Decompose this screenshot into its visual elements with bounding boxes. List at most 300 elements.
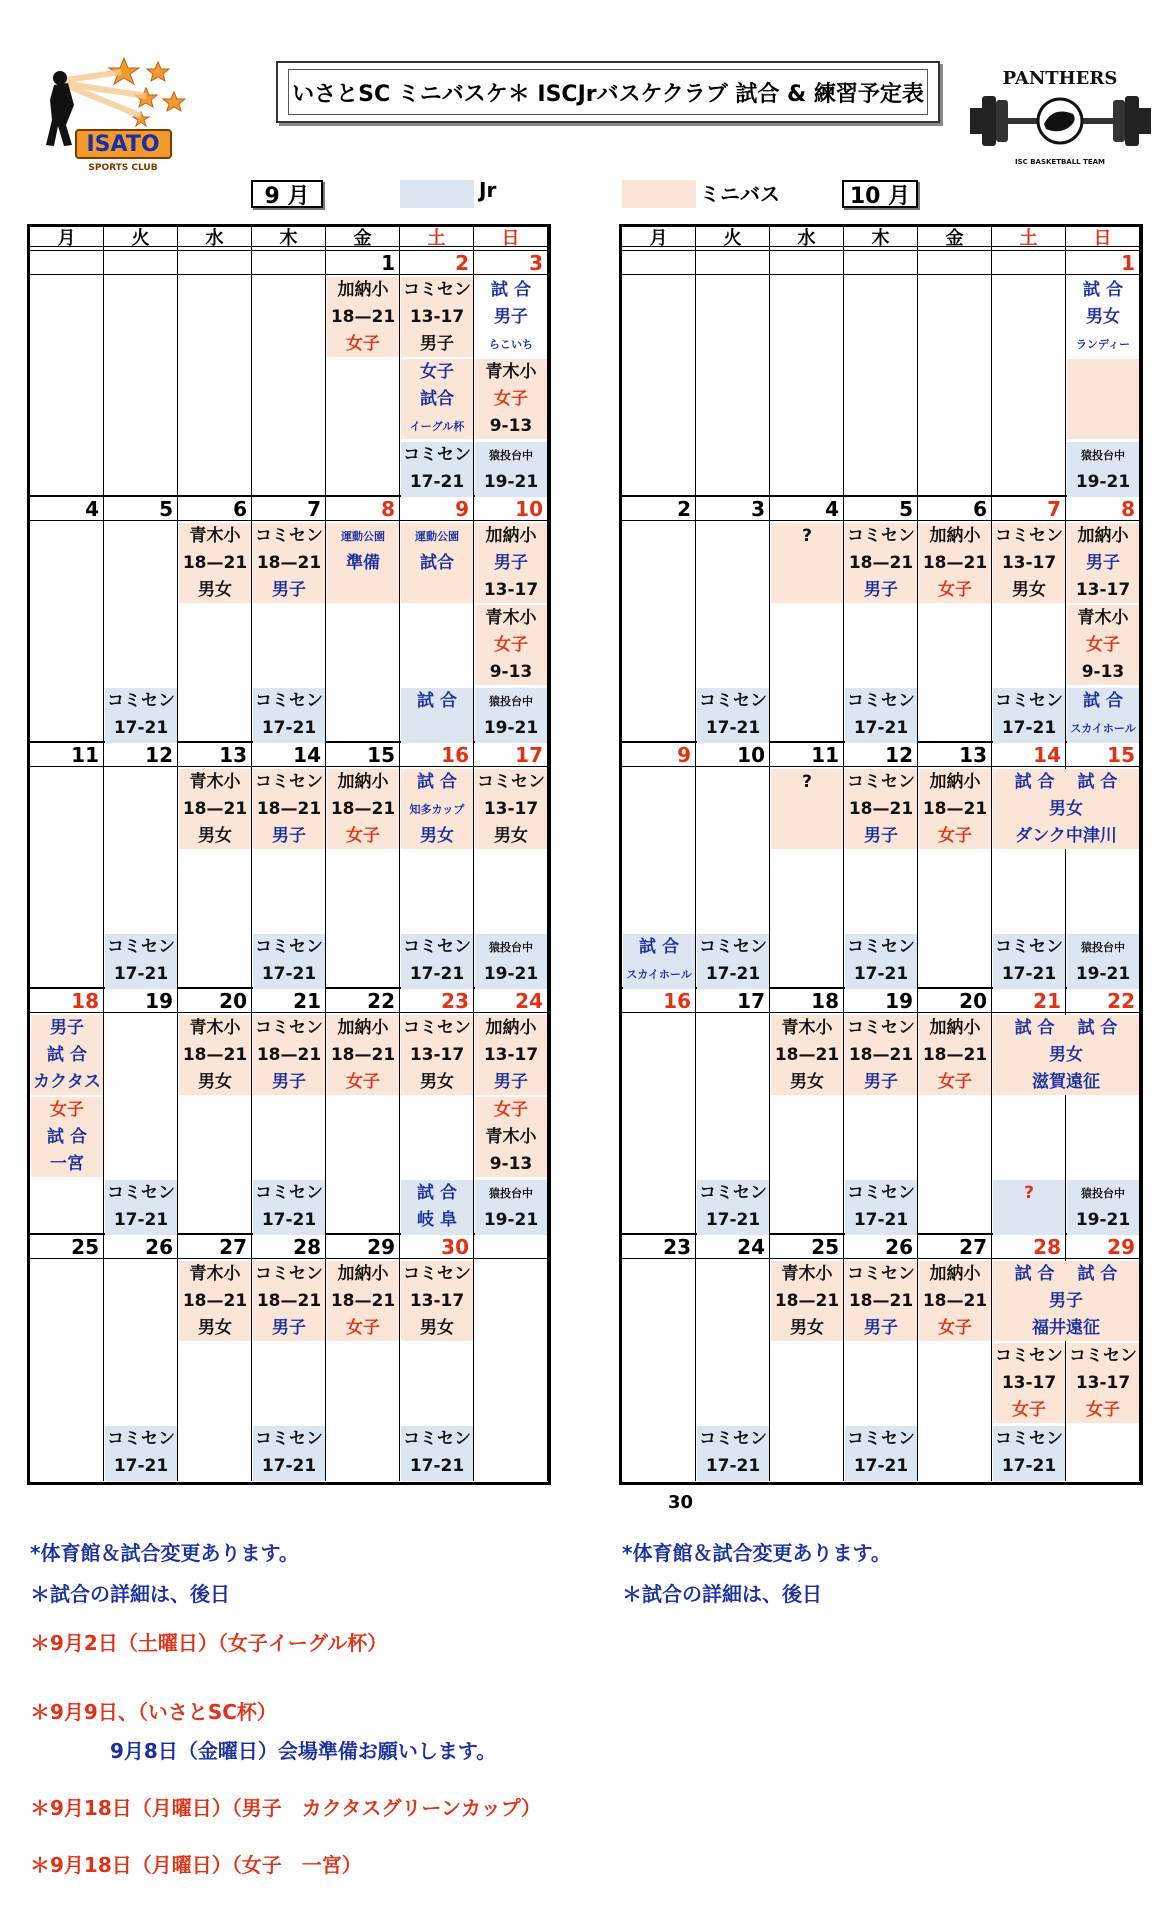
schedule-entry <box>919 1015 991 1095</box>
entry-line: スカイホール <box>626 968 692 981</box>
panthers-logo <box>968 66 1153 170</box>
entry-line: 19-21 <box>1075 1210 1131 1230</box>
entry-line: ? <box>802 526 812 546</box>
entry-line: 17-21 <box>853 964 909 984</box>
entry-line: 青木小 <box>189 1018 241 1038</box>
schedule-entry <box>401 1426 473 1481</box>
entry-line: 青木小 <box>189 1264 241 1284</box>
schedule-entry <box>919 769 991 849</box>
legend-minibasu-label: ミニバス <box>700 182 780 206</box>
date-cell: 9 <box>400 497 474 521</box>
date-cell: 14 <box>992 743 1066 767</box>
entry-line: 女子 <box>346 1072 380 1092</box>
entry-line: 男子 <box>1049 1291 1083 1311</box>
schedule-entry <box>401 1180 473 1235</box>
entry-line: 青木小 <box>485 362 537 382</box>
entry-line: 男子 <box>420 334 454 354</box>
legend-jr-swatch <box>400 180 474 208</box>
schedule-entry <box>475 1180 547 1235</box>
entry-line: 青木小 <box>189 526 241 546</box>
weekday-header: 日 <box>474 227 548 247</box>
page-title: いさとSC ミニバスケ＊ ISCJrバスケクラブ 試合 & 練習予定表 <box>288 69 928 115</box>
entry-line: 13-17 <box>409 1045 465 1065</box>
date-cell: 23 <box>622 1235 696 1259</box>
schedule-entry <box>845 1426 917 1481</box>
entry-line: 19-21 <box>1075 964 1131 984</box>
entry-line: コミセン <box>847 526 915 546</box>
date-cell: 17 <box>474 743 548 767</box>
schedule-entry <box>697 688 769 743</box>
date-cell: 30 <box>400 1235 474 1259</box>
date-cell: 10 <box>474 497 548 521</box>
entry-line: 19-21 <box>483 1210 539 1230</box>
schedule-entry <box>401 688 473 743</box>
title-frame <box>276 61 940 123</box>
date-cell: 20 <box>918 989 992 1013</box>
date-cell: 25 <box>770 1235 844 1259</box>
date-cell: 13 <box>178 743 252 767</box>
entry-line: コミセン <box>255 937 323 957</box>
date-cell: 21 <box>252 989 326 1013</box>
date-cell: 23 <box>400 989 474 1013</box>
note-line: *体育館＆試合変更あります。 <box>622 1541 891 1565</box>
weekday-header: 木 <box>844 227 918 247</box>
date-cell: 12 <box>844 743 918 767</box>
entry-line: 男女 <box>420 1318 454 1338</box>
entry-line: 男女 <box>198 1318 232 1338</box>
entry-line: コミセン <box>107 1183 175 1203</box>
svg-text:SPORTS CLUB: SPORTS CLUB <box>88 163 158 173</box>
schedule-entry <box>475 605 547 685</box>
schedule-entry <box>1067 277 1139 357</box>
entry-line: コミセン <box>255 772 323 792</box>
date-cell: 8 <box>326 497 400 521</box>
schedule-entry <box>475 442 547 497</box>
schedule-entry <box>845 769 917 849</box>
entry-line: 男女 <box>420 826 454 846</box>
date-cell <box>178 251 252 275</box>
entry-line: 17-21 <box>705 1210 761 1230</box>
entry-line: 男子 <box>494 553 528 573</box>
schedule-entry <box>771 1261 843 1341</box>
entry-line: 試 合 <box>639 937 679 957</box>
date-cell <box>104 251 178 275</box>
date-cell: 11 <box>770 743 844 767</box>
entry-line: 女子 <box>346 334 380 354</box>
entry-line: 女子 <box>50 1100 84 1120</box>
date-cell <box>252 251 326 275</box>
entry-line: コミセン <box>699 1183 767 1203</box>
entry-line: 女子 <box>1012 1400 1046 1420</box>
entry-line: コミセン <box>995 691 1063 711</box>
entry-line: 加納小 <box>929 526 981 546</box>
entry-line: 試 合 <box>47 1045 87 1065</box>
isato-sports-club-logo <box>46 50 206 175</box>
schedule-entry <box>1067 605 1139 685</box>
date-cell: 5 <box>104 497 178 521</box>
entry-line: 17-21 <box>409 1456 465 1476</box>
date-cell: 10 <box>696 743 770 767</box>
date-cell <box>844 251 918 275</box>
schedule-entry <box>475 1015 547 1095</box>
entry-line: 猿投台中 <box>1081 1187 1125 1200</box>
entry-line: 青木小 <box>485 1127 537 1147</box>
schedule-entry <box>697 1180 769 1235</box>
date-cell: 29 <box>1066 1235 1140 1259</box>
day-body <box>30 521 104 743</box>
entry-line: 男子 <box>50 1018 84 1038</box>
schedule-entry <box>845 1180 917 1235</box>
schedule-entry <box>253 769 325 849</box>
weekday-header: 土 <box>992 227 1066 247</box>
entry-line: 女子 <box>938 826 972 846</box>
entry-line: 運動公園 <box>341 530 385 543</box>
entry-line: 17-21 <box>261 1456 317 1476</box>
entry-line: コミセン <box>995 1346 1063 1366</box>
entry-line: 18—21 <box>182 1045 248 1065</box>
date-cell: 11 <box>30 743 104 767</box>
entry-line: 加納小 <box>337 1264 389 1284</box>
entry-line: 17-21 <box>705 1456 761 1476</box>
entry-line: コミセン <box>847 1018 915 1038</box>
entry-line: コミセン <box>403 1429 471 1449</box>
entry-line: 18—21 <box>330 799 396 819</box>
schedule-entry <box>993 769 1139 849</box>
entry-line: ? <box>802 772 812 792</box>
date-cell: 28 <box>252 1235 326 1259</box>
date-cell: 4 <box>30 497 104 521</box>
note-line: ＊9月18日（月曜日）（女子 一宮） <box>30 1853 362 1877</box>
day-body <box>30 767 104 989</box>
schedule-entry <box>771 769 843 849</box>
schedule-entry <box>105 688 177 743</box>
entry-line: 18—21 <box>848 553 914 573</box>
schedule-entry <box>179 1015 251 1095</box>
entry-line: 18—21 <box>256 799 322 819</box>
entry-line: 試 合 <box>417 691 457 711</box>
schedule-entry <box>1067 359 1139 439</box>
schedule-entry <box>1067 1343 1139 1423</box>
entry-line: 男女 <box>1049 799 1083 819</box>
entry-line: 18—21 <box>774 1291 840 1311</box>
entry-line: 青木小 <box>485 608 537 628</box>
date-cell: 5 <box>844 497 918 521</box>
date-cell: 26 <box>104 1235 178 1259</box>
date-cell: 25 <box>30 1235 104 1259</box>
day-body <box>622 275 696 497</box>
entry-line: 試 合 <box>491 280 531 300</box>
entry-line: コミセン <box>403 1264 471 1284</box>
entry-line: 滋賀遠征 <box>1032 1072 1100 1092</box>
entry-line: 女子 <box>1086 635 1120 655</box>
entry-line: コミセン <box>107 691 175 711</box>
schedule-entry <box>697 1426 769 1481</box>
entry-line: 試 合 試 合 <box>1014 1264 1118 1284</box>
entry-line: 18—21 <box>182 1291 248 1311</box>
entry-line: 猿投台中 <box>489 941 533 954</box>
day-body <box>770 275 844 497</box>
date-cell <box>696 251 770 275</box>
legend-jr-label: Jr <box>479 178 497 202</box>
entry-line: 猿投台中 <box>489 1187 533 1200</box>
entry-line: 岐 阜 <box>417 1210 457 1230</box>
entry-line: 女子 <box>420 362 454 382</box>
entry-line: コミセン <box>255 1183 323 1203</box>
entry-line: コミセン <box>477 772 545 792</box>
schedule-entry <box>105 1426 177 1481</box>
date-cell: 24 <box>474 989 548 1013</box>
schedule-entry <box>993 1180 1065 1235</box>
entry-line: 試合 <box>420 389 454 409</box>
september-calendar <box>27 224 551 1485</box>
weekday-header: 火 <box>104 227 178 247</box>
entry-line: 13-17 <box>1001 1373 1057 1393</box>
date-cell: 24 <box>696 1235 770 1259</box>
entry-line: ランディー <box>1075 338 1131 351</box>
schedule-entry <box>401 769 473 849</box>
schedule-entry <box>845 934 917 989</box>
schedule-entry <box>253 1426 325 1481</box>
entry-line: 17-21 <box>261 1210 317 1230</box>
entry-line: 猿投台中 <box>489 695 533 708</box>
entry-line: 女子 <box>346 1318 380 1338</box>
entry-line: 19-21 <box>483 964 539 984</box>
weekday-header: 水 <box>770 227 844 247</box>
entry-line: 13-17 <box>483 1045 539 1065</box>
weekday-header: 日 <box>1066 227 1140 247</box>
schedule-entry <box>771 1015 843 1095</box>
entry-line: 加納小 <box>337 1018 389 1038</box>
schedule-entry <box>697 934 769 989</box>
entry-line: 13-17 <box>409 307 465 327</box>
entry-line: 17-21 <box>261 718 317 738</box>
entry-line: 男子 <box>272 1318 306 1338</box>
note-line: 9月8日（金曜日）会場準備お願いします。 <box>110 1739 497 1763</box>
schedule-entry <box>845 1015 917 1095</box>
date-cell: 13 <box>918 743 992 767</box>
date-cell: 18 <box>770 989 844 1013</box>
entry-line: 18—21 <box>848 1291 914 1311</box>
schedule-entry <box>327 277 399 357</box>
entry-line: 女子 <box>1086 1400 1120 1420</box>
entry-line: 17-21 <box>1001 964 1057 984</box>
schedule-entry <box>327 523 399 603</box>
weekday-header: 月 <box>30 227 104 247</box>
date-cell: 15 <box>1066 743 1140 767</box>
entry-line: 試 合 <box>1083 691 1123 711</box>
date-cell: 16 <box>622 989 696 1013</box>
entry-line: 男女 <box>198 826 232 846</box>
entry-line: 加納小 <box>929 1018 981 1038</box>
day-body <box>474 1259 548 1481</box>
schedule-entry <box>1067 1180 1139 1235</box>
entry-line: 女子 <box>346 826 380 846</box>
schedule-entry <box>993 523 1065 603</box>
entry-line: 試 合 <box>417 772 457 792</box>
schedule-entry <box>1067 934 1139 989</box>
entry-line: 13-17 <box>483 799 539 819</box>
schedule-entry <box>475 934 547 989</box>
entry-line: 18—21 <box>330 1291 396 1311</box>
entry-line: 17-21 <box>1001 1456 1057 1476</box>
entry-line: 男子 <box>864 1072 898 1092</box>
day-body <box>30 1259 104 1481</box>
entry-line: 17-21 <box>113 1456 169 1476</box>
schedule-entry <box>993 1426 1065 1481</box>
entry-line: コミセン <box>403 1018 471 1038</box>
entry-line: コミセン <box>699 937 767 957</box>
notes-september <box>30 1537 590 1888</box>
entry-line: 女子 <box>938 1318 972 1338</box>
entry-line: 男子 <box>272 580 306 600</box>
entry-line: 18—21 <box>256 1045 322 1065</box>
day-body <box>622 521 696 743</box>
entry-line: ? <box>1024 1183 1034 1203</box>
entry-line: 男子 <box>1086 553 1120 573</box>
entry-line: 男子 <box>864 1318 898 1338</box>
schedule-entry <box>845 1261 917 1341</box>
date-cell: 6 <box>178 497 252 521</box>
entry-line: コミセン <box>847 1183 915 1203</box>
schedule-entry <box>253 1261 325 1341</box>
entry-line: 18—21 <box>922 799 988 819</box>
entry-line: 18—21 <box>256 1291 322 1311</box>
date-cell: 14 <box>252 743 326 767</box>
entry-line: コミセン <box>107 1429 175 1449</box>
schedule-entry <box>623 934 695 989</box>
schedule-entry <box>105 1180 177 1235</box>
entry-line: 試 合 <box>47 1127 87 1147</box>
entry-line: コミセン <box>255 526 323 546</box>
date-cell <box>622 251 696 275</box>
entry-line: 17-21 <box>113 718 169 738</box>
entry-line: 17-21 <box>113 1210 169 1230</box>
date-cell: 3 <box>474 251 548 275</box>
october-calendar <box>619 224 1143 1485</box>
entry-line: 準備 <box>346 553 380 573</box>
day-body <box>844 275 918 497</box>
schedule-entry <box>993 1261 1139 1341</box>
entry-line: 18—21 <box>182 553 248 573</box>
schedule-entry <box>327 769 399 849</box>
schedule-entry <box>1067 442 1139 497</box>
entry-line: 加納小 <box>337 772 389 792</box>
notes-october <box>622 1537 1142 1617</box>
schedule-entry <box>253 523 325 603</box>
schedule-entry <box>31 1097 103 1177</box>
day-body <box>696 275 770 497</box>
schedule-entry <box>993 688 1065 743</box>
schedule-entry <box>253 1015 325 1095</box>
schedule-entry <box>919 523 991 603</box>
schedule-entry <box>253 1180 325 1235</box>
month-label-september: 9 月 <box>251 180 323 208</box>
day-body <box>622 1013 696 1235</box>
date-cell <box>770 251 844 275</box>
entry-line: 男子 <box>494 307 528 327</box>
entry-line: 男子 <box>272 826 306 846</box>
entry-line: 加納小 <box>1077 526 1129 546</box>
schedule-entry <box>401 934 473 989</box>
entry-line: 18—21 <box>774 1045 840 1065</box>
entry-line: 18—21 <box>330 307 396 327</box>
schedule-entry <box>401 523 473 603</box>
entry-line: 17-21 <box>705 718 761 738</box>
entry-line: 加納小 <box>485 526 537 546</box>
date-cell: 27 <box>178 1235 252 1259</box>
entry-line: 18—21 <box>182 799 248 819</box>
schedule-entry <box>401 1261 473 1341</box>
entry-line: 運動公園 <box>415 530 459 543</box>
entry-line: 猿投台中 <box>1081 941 1125 954</box>
entry-line: コミセン <box>995 937 1063 957</box>
entry-line: 男女 <box>790 1072 824 1092</box>
entry-line: コミセン <box>403 937 471 957</box>
date-cell: 6 <box>918 497 992 521</box>
note-line: ＊試合の詳細は、後日 <box>622 1582 822 1606</box>
entry-line: コミセン <box>699 691 767 711</box>
schedule-entry <box>401 359 473 439</box>
day-body <box>178 275 252 497</box>
entry-line: 青木小 <box>781 1018 833 1038</box>
date-cell <box>474 1235 548 1259</box>
entry-line: 試合 <box>420 553 454 573</box>
schedule-entry <box>475 277 547 357</box>
weekday-header: 土 <box>400 227 474 247</box>
day-body <box>104 275 178 497</box>
entry-line: コミセン <box>847 1264 915 1284</box>
entry-line: 青木小 <box>189 772 241 792</box>
schedule-entry <box>105 934 177 989</box>
date-cell: 20 <box>178 989 252 1013</box>
entry-line: 17-21 <box>705 964 761 984</box>
entry-line: コミセン <box>107 937 175 957</box>
entry-line: 男子 <box>494 1072 528 1092</box>
entry-line: 13-17 <box>1001 553 1057 573</box>
entry-line: コミセン <box>403 445 471 465</box>
date-cell: 9 <box>622 743 696 767</box>
entry-line: 18—21 <box>848 799 914 819</box>
schedule-entry <box>1067 688 1139 743</box>
weekday-header: 月 <box>622 227 696 247</box>
entry-line: 男女 <box>790 1318 824 1338</box>
weekday-header: 木 <box>252 227 326 247</box>
schedule-entry <box>475 769 547 849</box>
svg-text:ISC BASKETBALL TEAM: ISC BASKETBALL TEAM <box>1014 158 1106 166</box>
entry-line: ダンク中津川 <box>1015 826 1117 846</box>
entry-line: コミセン <box>255 691 323 711</box>
date-cell: 7 <box>252 497 326 521</box>
entry-line: スカイホール <box>1070 722 1136 735</box>
schedule-entry <box>179 523 251 603</box>
entry-line: らこいち <box>489 338 533 351</box>
entry-line: 18—21 <box>922 1045 988 1065</box>
schedule-entry <box>993 1343 1065 1423</box>
schedule-entry <box>475 359 547 439</box>
entry-line: 男女 <box>198 580 232 600</box>
entry-line: 男女 <box>198 1072 232 1092</box>
date-cell <box>30 251 104 275</box>
entry-line: コミセン <box>847 691 915 711</box>
date-cell: 22 <box>1066 989 1140 1013</box>
entry-line: 加納小 <box>337 280 389 300</box>
date-cell <box>992 251 1066 275</box>
schedule-entry <box>993 1015 1139 1095</box>
schedule-entry <box>179 1261 251 1341</box>
svg-text:ISATO: ISATO <box>86 132 160 157</box>
schedule-entry <box>179 769 251 849</box>
day-body <box>30 275 104 497</box>
